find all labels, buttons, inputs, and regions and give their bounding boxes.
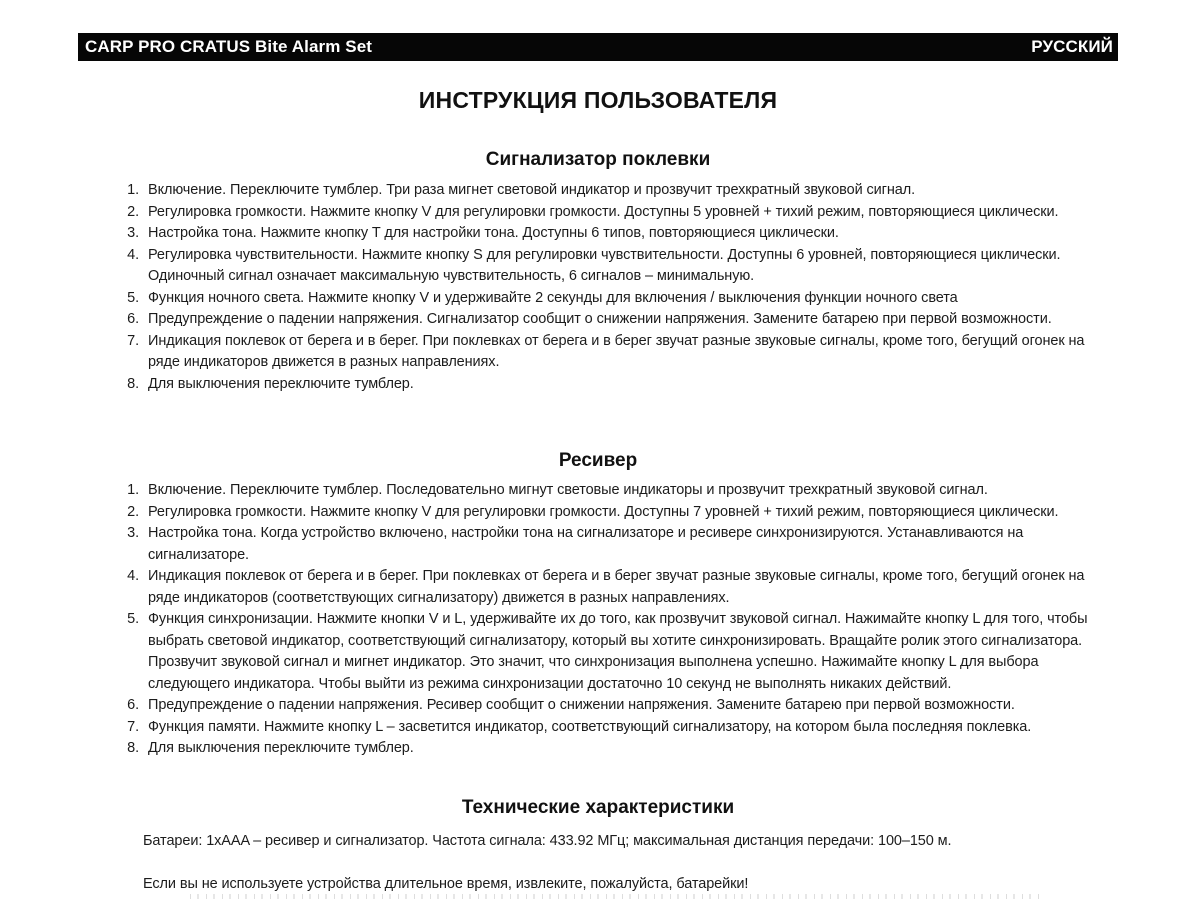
list-item: 1. Включение. Переключите тумблер. Три раза мигнет световой индикатор и прозвучит трехкратный звуковой сигнал.: [143, 180, 1112, 202]
list-item: 4. Индикация поклевок от берега и в берег. При поклевках от берега и в берег звучат разные звуковые сигналы, кроме того, бегущий огонек на ряде индикаторов (соответствующих сигнализатору) движется в разных направлениях.: [143, 566, 1112, 609]
list-item: 3. Настройка тона. Когда устройство включено, настройки тона на сигнализаторе и ресивере синхронизируются. Устанавливаются на сигнализаторе.: [143, 523, 1112, 566]
bite-alarm-steps-list: [100, 180, 1112, 395]
list-item: 5. Функция синхронизации. Нажмите кнопки V и L, удерживайте их до того, как прозвучит звуковой сигнал. Нажимайте кнопку L для того, чтобы выбрать световой индикатор, соответствующий сигнализатору, который вы хотите синхронизировать. Вращайте ролик этого сигнализатора. Прозвучит звуковой сигнал и мигнет индикатор. Это значит, что синхронизация выполнена успешно. Нажимайте кнопку L для выбора следующего индикатора. Чтобы выйти из режима синхронизации достаточно 10 секунд не выполнять никаких действий.: [143, 609, 1112, 695]
list-item: 2. Регулировка громкости. Нажмите кнопку V для регулировки громкости. Доступны 7 уровней + тихий режим, повторяющиеся циклически.: [143, 502, 1112, 524]
language-label: РУССКИЙ: [1031, 37, 1113, 56]
storage-note-paragraph: Если вы не используете устройства длительное время, извлеките, пожалуйста, батарейки!: [143, 876, 749, 892]
list-item: 3. Настройка тона. Нажмите кнопку T для настройки тона. Доступны 6 типов, повторяющиеся циклически.: [143, 223, 1112, 245]
list-item: 8. Для выключения переключите тумблер.: [143, 374, 1112, 396]
list-item: 5. Функция ночного света. Нажмите кнопку V и удерживайте 2 секунды для включения / выключения функции ночного света: [143, 288, 1112, 310]
section-heading-receiver: Ресивер: [558, 450, 638, 471]
document-header-bar: [78, 33, 1118, 61]
scan-artifact-line: [190, 894, 1040, 899]
list-item: 6. Предупреждение о падении напряжения. Ресивер сообщит о снижении напряжения. Замените батарею при первой возможности.: [143, 695, 1112, 717]
section-heading-specs: Технические характеристики: [461, 797, 735, 818]
list-item: 7. Функция памяти. Нажмите кнопку L – засветится индикатор, соответствующий сигнализатору, на котором была последняя поклевка.: [143, 717, 1112, 739]
list-item: 8. Для выключения переключите тумблер.: [143, 738, 1112, 760]
section-heading-bite-alarm: Сигнализатор поклевки: [485, 149, 711, 170]
list-item: 2. Регулировка громкости. Нажмите кнопку V для регулировки громкости. Доступны 5 уровней + тихий режим, повторяющиеся циклически.: [143, 202, 1112, 224]
product-title: CARP PRO CRATUS Bite Alarm Set: [85, 37, 373, 56]
list-item: 1. Включение. Переключите тумблер. Последовательно мигнут световые индикаторы и прозвучит трехкратный звуковой сигнал.: [143, 480, 1112, 502]
page-title: ИНСТРУКЦИЯ ПОЛЬЗОВАТЕЛЯ: [418, 87, 778, 113]
list-item: 6. Предупреждение о падении напряжения. Сигнализатор сообщит о снижении напряжения. Замените батарею при первой возможности.: [143, 309, 1112, 331]
list-item: 4. Регулировка чувствительности. Нажмите кнопку S для регулировки чувствительности. Доступны 6 уровней, повторяющиеся циклически. Одиночный сигнал означает максимальную чувствительность, 6 сигналов – минимальную.: [143, 245, 1112, 288]
list-item: 7. Индикация поклевок от берега и в берег. При поклевках от берега и в берег звучат разные звуковые сигналы, кроме того, бегущий огонек на ряде индикаторов движется в разных направлениях.: [143, 331, 1112, 374]
receiver-steps-list: [100, 480, 1112, 760]
specs-paragraph: Батареи: 1xAAA – ресивер и сигнализатор. Частота сигнала: 433.92 МГц; максимальная дистанция передачи: 100–150 м.: [143, 833, 952, 849]
